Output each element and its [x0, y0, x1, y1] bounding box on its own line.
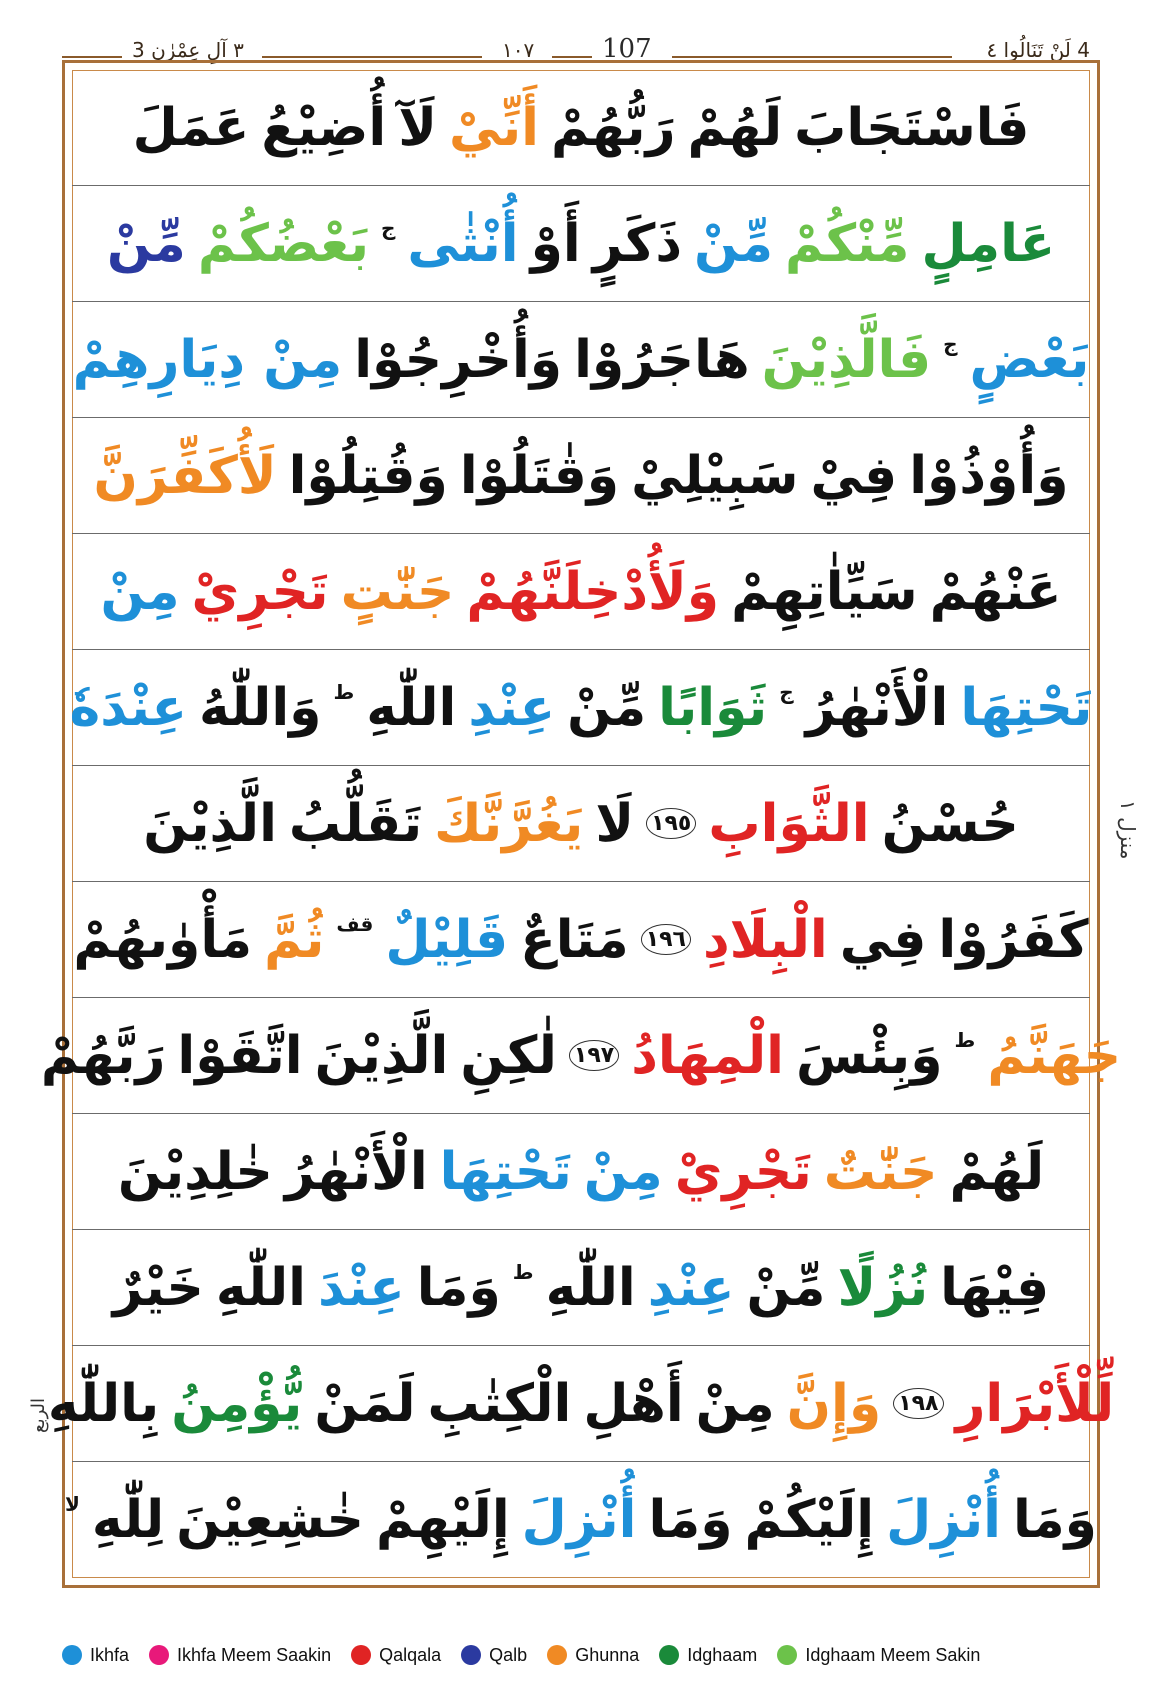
- word: وَمَا: [1012, 1490, 1097, 1550]
- word: إِلَيْهِمْ: [375, 1490, 510, 1550]
- word: عِنْدِ: [647, 1257, 735, 1318]
- word: لَهُمْ: [687, 97, 783, 158]
- word: تَجْرِيْ: [191, 561, 329, 622]
- word: جَنّٰتٌ: [823, 1141, 938, 1202]
- manzil-marker: منزل ١: [1116, 800, 1140, 860]
- word: وَمَا: [416, 1257, 501, 1318]
- word: خَيْرٌ: [112, 1257, 204, 1318]
- text-line: [69, 650, 1093, 766]
- word: بِاللّٰهِ: [47, 1373, 160, 1434]
- word: الَّذِيْنَ: [314, 1025, 449, 1086]
- word: جَهَنَّمُ: [987, 1025, 1122, 1086]
- word: اللّٰهِ: [215, 1257, 306, 1318]
- word: يُّؤْمِنُ: [171, 1373, 303, 1434]
- word: ثُمَّ: [264, 909, 325, 970]
- legend-color-dot: [149, 1645, 169, 1665]
- word: قف: [336, 912, 374, 936]
- juz-name: 4 لَنْ تَنَالُوا ٤: [986, 38, 1090, 62]
- legend-label: Ikhfa: [90, 1644, 130, 1665]
- word: اللّٰهِ: [366, 677, 457, 738]
- word: وَقٰتَلُوْا: [459, 445, 620, 506]
- word: تَحْتِهَا: [439, 1141, 572, 1202]
- page-number: 107: [602, 34, 652, 64]
- word: أُنْزِلَ: [521, 1490, 637, 1550]
- word: كَفَرُوْا: [938, 909, 1089, 970]
- legend-label: Qalb: [489, 1644, 528, 1665]
- legend-item: [547, 1645, 639, 1666]
- word: مَتَاعٌ: [520, 909, 629, 970]
- header-rule: [672, 56, 952, 58]
- text-line: [72, 418, 1090, 534]
- word: ج: [943, 332, 958, 356]
- word: اللّٰهِ: [545, 1257, 636, 1318]
- word: مِنْ: [100, 561, 180, 622]
- word: مِّنْ: [106, 213, 186, 274]
- word: عَنْهُمْ: [929, 561, 1062, 622]
- word: أَنِّيْ: [448, 97, 539, 158]
- word: رَبَّهُمْ: [40, 1025, 166, 1086]
- text-line: [72, 766, 1090, 882]
- text-line: [72, 70, 1090, 186]
- word: خٰلِدِيْنَ: [117, 1141, 273, 1202]
- word: يَغُرَّنَّكَ: [434, 793, 584, 854]
- word: أُنْزِلَ: [886, 1490, 1001, 1550]
- word: عَمَلَ: [132, 97, 250, 158]
- legend-color-dot: [659, 1645, 679, 1665]
- word: ط: [512, 1260, 534, 1284]
- word: الْأَنْهٰرُ: [284, 1141, 428, 1202]
- text-line: [72, 1114, 1090, 1230]
- word: عِنْدَ: [317, 1257, 405, 1318]
- word: أَهْلِ: [583, 1373, 684, 1434]
- quran-text-area: [40, 70, 1122, 1578]
- legend-item: [777, 1645, 980, 1666]
- word: فَاسْتَجَابَ: [794, 97, 1030, 158]
- word: أُنْثٰى: [407, 213, 519, 274]
- word: فِيْ: [810, 445, 898, 506]
- word: ط: [954, 1028, 976, 1052]
- legend-label: Idghaam Meem Sakin: [805, 1644, 981, 1665]
- word: فَالَّذِيْنَ: [761, 329, 932, 390]
- text-line: [72, 186, 1090, 302]
- word: لَا: [595, 793, 635, 854]
- word: وَأُوْذُوْا: [909, 445, 1069, 506]
- word: ج: [779, 680, 794, 704]
- word: إِلَيْكُمْ: [744, 1490, 875, 1550]
- word: عِنْدِ: [468, 677, 556, 738]
- word: مَأْوٰىهُمْ: [73, 909, 253, 970]
- word: الْأَنْهٰرُ: [805, 677, 949, 738]
- header-rule: [62, 56, 122, 58]
- word: اتَّقَوْا: [177, 1025, 303, 1086]
- word: وَمَا: [648, 1490, 733, 1550]
- word: خٰشِعِيْنَ: [176, 1490, 364, 1550]
- word: نُزُلًا: [837, 1257, 929, 1318]
- legend-color-dot: [461, 1645, 481, 1665]
- word: قَلِيْلٌ: [385, 909, 509, 970]
- word: لا: [65, 1492, 80, 1516]
- legend-color-dot: [777, 1645, 797, 1665]
- word: لَمَنْ: [314, 1373, 416, 1434]
- legend-item: [461, 1645, 527, 1666]
- word: تَجْرِيْ: [674, 1141, 812, 1202]
- word: الثَّوَابِ: [708, 793, 870, 854]
- word: ذَكَرٍ: [592, 213, 683, 274]
- word: سَيِّاٰتِهِمْ: [731, 561, 918, 622]
- legend-item: [149, 1645, 331, 1666]
- word: الْكِتٰبِ: [427, 1373, 572, 1434]
- word: تَقَلُّبُ: [288, 793, 423, 854]
- text-line: [72, 882, 1090, 998]
- word: ١٩٥: [646, 808, 696, 839]
- word: جَنّٰتٍ: [340, 561, 455, 622]
- word: لَهُمْ: [949, 1141, 1045, 1202]
- word: لَآ: [398, 97, 437, 158]
- word: فِي: [839, 909, 927, 970]
- text-line: [65, 1462, 1097, 1578]
- word: وَبِئْسَ: [795, 1025, 943, 1086]
- word: رَبُّهُمْ: [550, 97, 676, 158]
- legend-color-dot: [351, 1645, 371, 1665]
- legend-color-dot: [62, 1645, 82, 1665]
- tajweed-legend: [62, 1640, 1102, 1670]
- word: ج: [381, 216, 396, 240]
- text-line: [40, 998, 1122, 1114]
- word: لَأُكَفِّرَنَّ: [93, 445, 277, 506]
- word: وَاللّٰهُ: [199, 677, 322, 738]
- header-rule: [552, 56, 592, 58]
- word: بَعْضُكُمْ: [197, 213, 369, 274]
- word: ١٩٨: [893, 1388, 943, 1419]
- text-line: [72, 1230, 1090, 1346]
- legend-label: Qalqala: [379, 1644, 442, 1665]
- word: بَعْضٍ: [969, 329, 1090, 390]
- word: وَإِنَّ: [786, 1373, 882, 1434]
- text-line: [72, 302, 1090, 418]
- word: مِنْ: [695, 1373, 775, 1434]
- word: مِّنْ: [694, 213, 774, 274]
- word: مِّنْ: [567, 677, 647, 738]
- word: الَّذِيْنَ: [143, 793, 277, 854]
- word: ١٩٦: [641, 924, 691, 955]
- word: لِّلْأَبْرَارِ: [955, 1373, 1115, 1434]
- word: مِنْ: [583, 1141, 663, 1202]
- word: عَامِلٍ: [921, 213, 1056, 274]
- word: ثَوَابًا: [658, 677, 768, 738]
- header-rule: [262, 56, 482, 58]
- word: ط: [333, 680, 355, 704]
- word: سَبِيْلِيْ: [631, 445, 799, 506]
- word: الْبِلَادِ: [703, 909, 828, 970]
- word: عِنْدَهٗ: [69, 677, 188, 738]
- word: فِيْهَا: [940, 1257, 1050, 1318]
- rub-marker: الربع: [28, 1397, 49, 1433]
- word: أُضِيْعُ: [261, 97, 387, 158]
- text-line: [47, 1346, 1115, 1462]
- legend-label: Ikhfa Meem Saakin: [177, 1644, 332, 1665]
- word: الْمِهَادُ: [631, 1025, 784, 1086]
- word: أَوْ: [530, 213, 581, 274]
- legend-item: [659, 1645, 757, 1666]
- legend-color-dot: [547, 1645, 567, 1665]
- word: مِّنْ: [746, 1257, 826, 1318]
- word: وَأُخْرِجُوْا: [354, 329, 563, 390]
- word: ١٩٧: [569, 1040, 619, 1071]
- surah-name: ٣ آلِ عِمْرٰن 3: [132, 38, 244, 62]
- word: لٰكِنِ: [460, 1025, 557, 1086]
- word: حُسْنُ: [881, 793, 1019, 854]
- word: مِّنْكُمْ: [785, 213, 910, 274]
- page-number-arabic: ١٠٧: [502, 38, 535, 62]
- word: مِنْ دِيَارِهِمْ: [72, 329, 343, 390]
- legend-item: [62, 1645, 129, 1666]
- legend-label: Ghunna: [575, 1644, 640, 1665]
- word: لِلّٰهِ: [91, 1490, 165, 1550]
- text-line: [72, 534, 1090, 650]
- word: تَحْتِهَا: [960, 677, 1093, 738]
- legend-item: [351, 1645, 441, 1666]
- legend-label: Idghaam: [687, 1644, 758, 1665]
- word: وَقُتِلُوْا: [288, 445, 448, 506]
- word: هَاجَرُوْا: [574, 329, 750, 390]
- word: وَلَأُدْخِلَنَّهُمْ: [466, 561, 720, 622]
